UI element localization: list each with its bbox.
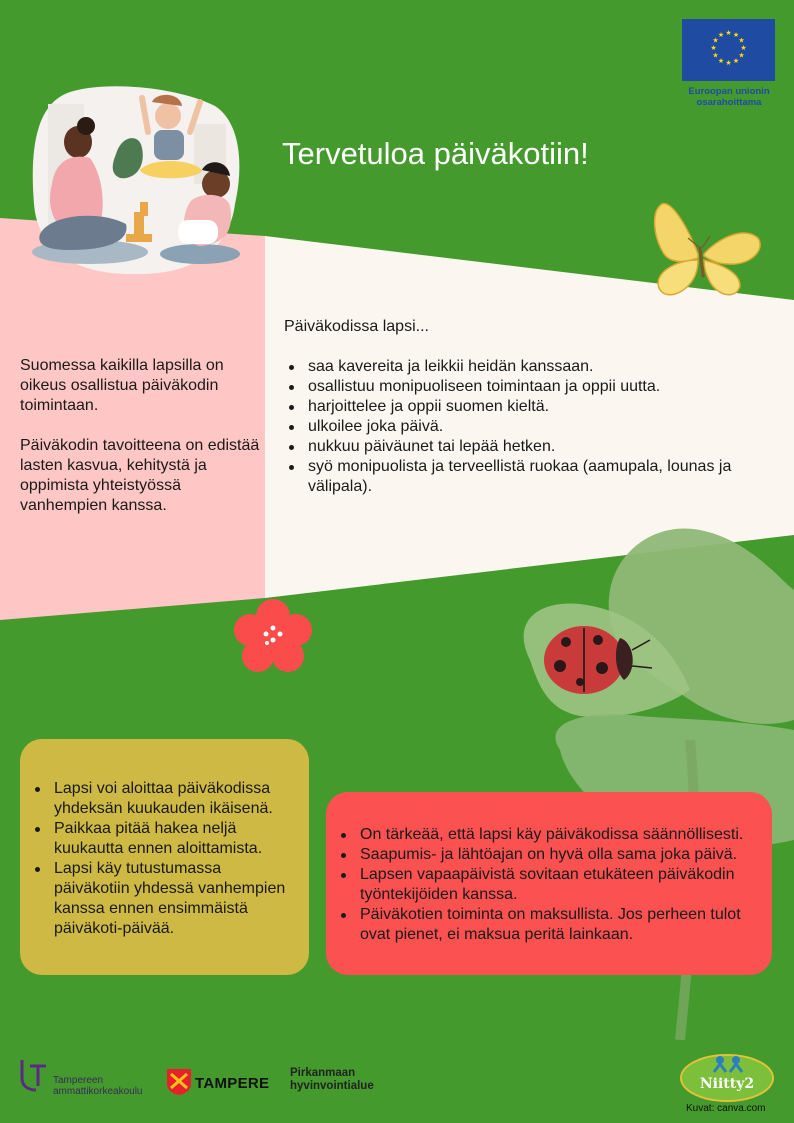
svg-text:★: ★ — [738, 51, 745, 60]
svg-text:★: ★ — [740, 44, 747, 52]
children-playing-illustration — [30, 84, 242, 276]
svg-text:★: ★ — [717, 57, 725, 65]
svg-text:★: ★ — [725, 29, 732, 37]
svg-text:★: ★ — [732, 31, 740, 39]
important-info-box — [326, 792, 772, 975]
eu-caption: Euroopan unionin osarahoittama — [688, 86, 770, 108]
intro-paragraph-1: Suomessa kaikilla lapsilla on oikeus osallistua päiväkodin toimintaan. — [20, 357, 224, 414]
svg-text:★: ★ — [710, 44, 717, 52]
list-item: Saapumis- ja lähtöajan on hyvä olla sama joka päivä. — [336, 845, 762, 865]
list-item: Paikkaa pitää hakea neljä kuukautta ennen aloittamista. — [30, 819, 291, 859]
list-item: Lapsen vapaapäivistä sovitaan etukäteen päiväkodin työntekijöiden kanssa. — [336, 865, 762, 905]
start-info-box — [20, 739, 309, 975]
list-item: Lapsi käy tutustumassa päiväkotiin yhdessä vanhempien kanssa ennen ensimmäistä päiväkoti-päivää. — [30, 859, 291, 939]
svg-text:★: ★ — [712, 51, 719, 60]
svg-text:★: ★ — [732, 57, 740, 65]
list-item: On tärkeää, että lapsi käy päiväkodissa säännöllisesti. — [336, 825, 762, 845]
niitty-logo-text: Niitty2 — [699, 1076, 755, 1092]
list-item: harjoittelee ja oppii suomen kieltä. — [284, 397, 764, 417]
red-flower-illustration — [232, 598, 314, 674]
list-item: Päiväkotien toiminta on maksullista. Jos perheen tulot ovat pienet, ei maksua peritä lainkaan. — [336, 905, 762, 945]
start-info-list — [30, 779, 291, 939]
in-daycare-lead: Päiväkodissa lapsi... — [284, 318, 429, 335]
list-item: ulkoilee joka päivä. — [284, 417, 764, 437]
list-item: osallistuu monipuoliseen toimintaan ja oppii uutta. — [284, 377, 764, 397]
list-item: saa kavereita ja leikkii heidän kanssaan. — [284, 357, 764, 377]
svg-text:★: ★ — [717, 31, 725, 39]
eu-flag-icon — [682, 19, 775, 81]
intro-text — [20, 356, 260, 516]
list-item: Lapsi voi aloittaa päiväkodissa yhdeksän kuukauden ikäisenä. — [30, 779, 291, 819]
svg-text:★: ★ — [738, 36, 745, 45]
list-item: syö monipuolista ja terveellistä ruokaa (aamupala, lounas ja välipala). — [284, 457, 764, 497]
svg-text:★: ★ — [725, 59, 732, 67]
butterfly-illustration — [648, 198, 764, 304]
page-title: Tervetuloa päiväkotiin! — [282, 136, 589, 171]
svg-text:★: ★ — [712, 36, 719, 45]
niitty-logo-icon — [680, 1050, 774, 1102]
in-daycare-section — [284, 317, 764, 497]
important-info-list — [336, 825, 762, 945]
tampere-coat-of-arms-icon — [166, 1068, 192, 1096]
in-daycare-list — [284, 357, 764, 497]
list-item: nukkuu päiväunet tai lepää hetken. — [284, 437, 764, 457]
pirkanmaa-logo-text: Pirkanmaan hyvinvointialue — [290, 1067, 374, 1092]
intro-paragraph-2: Päiväkodin tavoitteena on edistää lasten kasvua, kehitystä ja oppimista yhteistyössä vanhempien kanssa. — [20, 437, 260, 514]
image-credit: Kuvat: canva.com — [686, 1103, 766, 1114]
tamk-logo-text: Tampereen ammattikorkeakoulu — [53, 1075, 143, 1097]
tampere-logo-text: TAMPERE — [195, 1075, 270, 1092]
